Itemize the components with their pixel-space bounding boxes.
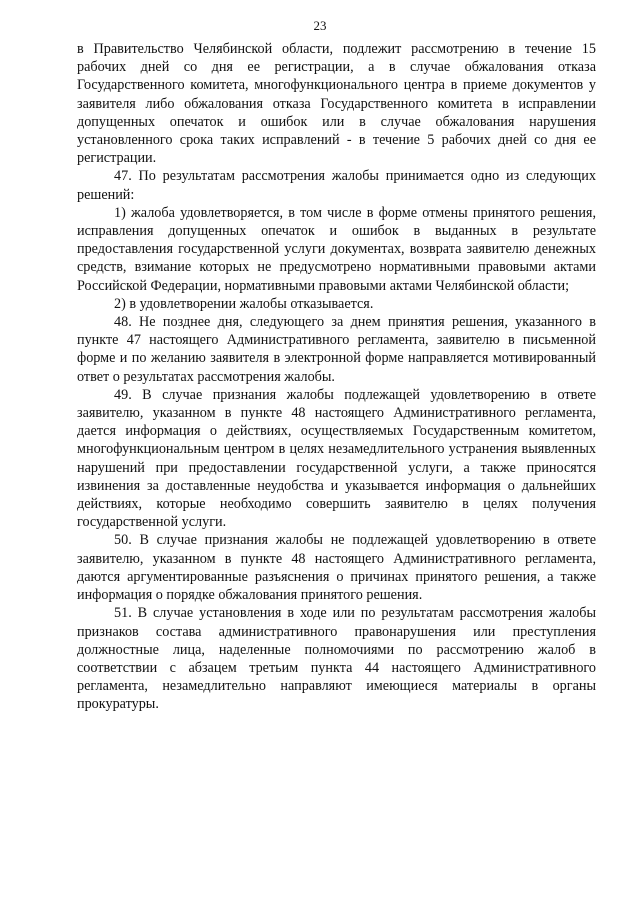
paragraph-49: 49. В случае признания жалобы подлежащей удовлетворению в ответе заявителю, указанном в пункте 48 настоящего Административного регламента, дается информация о действиях, осуществляемых Государственным комитетом, многофункциональным центром в целях незамедлительного устранения выявленных нарушений при предоставлении государственной услуги, а также приносятся извинения за доставленные неудобства и указывается информация о дальнейших действиях, которые необходимо совершить заявителю в целях получения государственной услуги.	[77, 386, 596, 531]
paragraph-48: 48. Не позднее дня, следующего за днем принятия решения, указанного в пункте 47 настоящего Административного регламента, заявителю в письменной форме и по желанию заявителя в электронной форме направляется мотивированный ответ о результатах рассмотрения жалобы.	[77, 314, 596, 385]
paragraph-47-item-1: 1) жалоба удовлетворяется, в том числе в форме отмены принятого решения, исправления допущенных опечаток и ошибок в выданных в результате предоставления государственной услуги документах, возврата заявителю денежных средств, взимание которых не предусмотрено нормативными правовыми актами Российской Федерации, нормативными правовыми актами Челябинской области;	[77, 204, 596, 294]
paragraph-continuation: в Правительство Челябинской области, подлежит рассмотрению в течение 15 рабочих дней со дня ее регистрации, а в случае обжалования отказа Государственного комитета, многофункционального центра в приеме документов у заявителя либо обжалования отказа Государственного комитета в исправлении допущенных опечаток и ошибок или в случае обжалования нарушения установленного срока таких исправлений - в течение 5 рабочих дней со дня ее регистрации.	[77, 41, 596, 167]
document-body	[77, 40, 596, 714]
paragraph-51: 51. В случае установления в ходе или по результатам рассмотрения жалобы признаков состава административного правонарушения или преступления должностные лица, наделенные полномочиями по рассмотрению жалоб в соответствии с абзацем третьим пункта 44 настоящего Административного регламента, незамедлительно направляют имеющиеся материалы в органы прокуратуры.	[77, 605, 596, 713]
page-number: 23	[313, 18, 327, 33]
paragraph-50: 50. В случае признания жалобы не подлежащей удовлетворению в ответе заявителю, указанном в пункте 48 настоящего Административного регламента, даются аргументированные разъяснения о причинах принятого решения, а также информация о порядке обжалования принятого решения.	[77, 532, 596, 604]
paragraph-47: 47. По результатам рассмотрения жалобы принимается одно из следующих решений:	[77, 168, 596, 203]
paragraph-47-item-2: 2) в удовлетворении жалобы отказывается.	[114, 295, 374, 312]
